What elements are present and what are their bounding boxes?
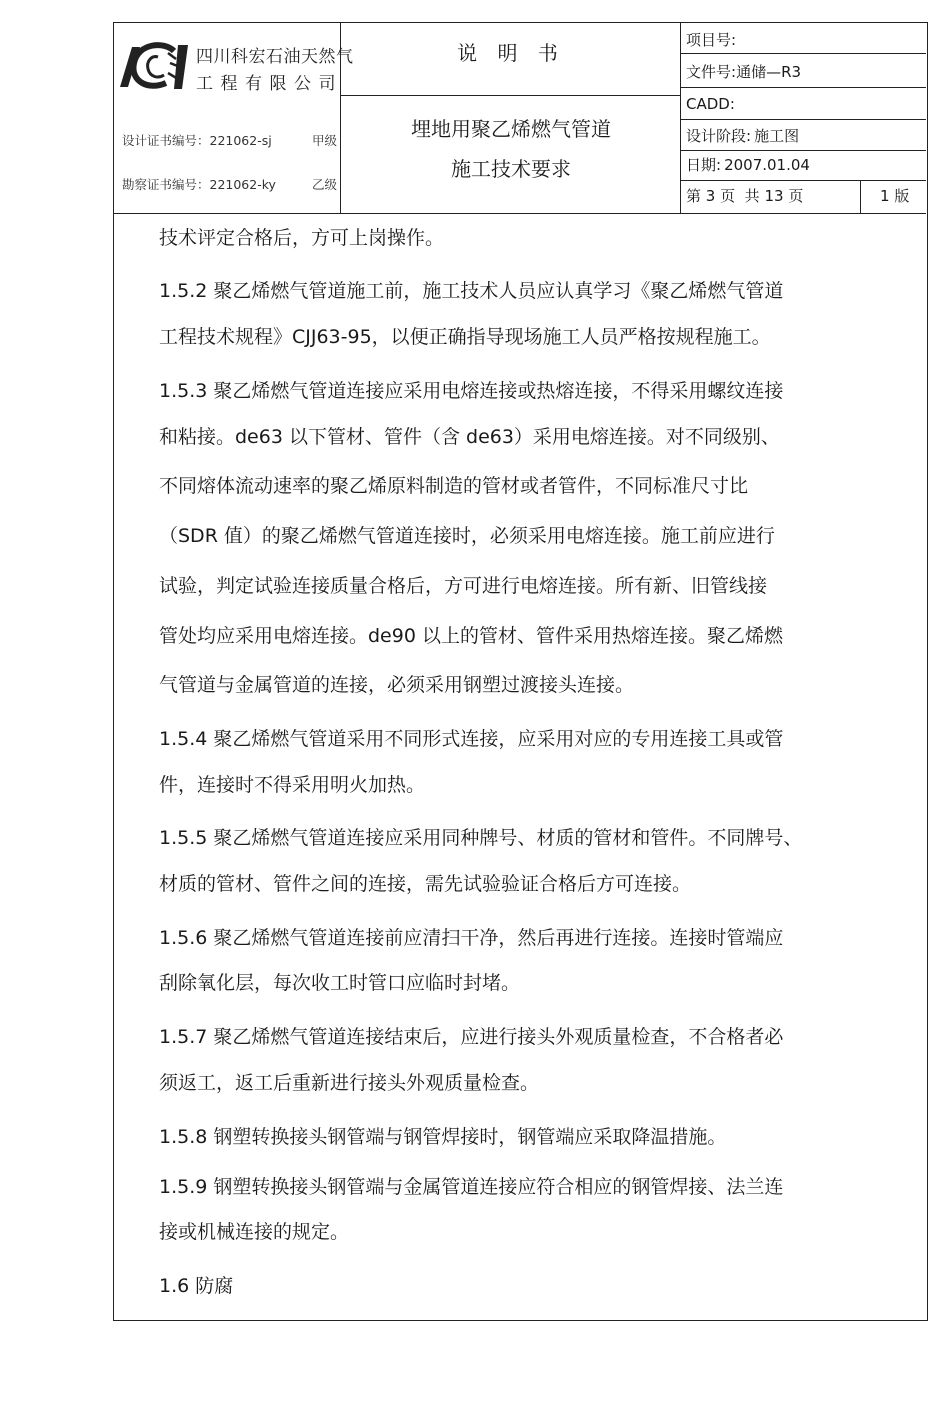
survey-cert-number: 勘察证书编号：221062-ky (122, 177, 276, 192)
text-line: 1.5.7 聚乙烯燃气管道连接结束后，应进行接头外观质量检查，不合格者必 (159, 1026, 784, 1048)
design-certificate (122, 131, 338, 149)
section-heading: 1.6 防腐 (159, 1275, 234, 1297)
text-line: 材质的管材、管件之间的连接，需先试验验证合格后方可连接。 (159, 873, 692, 895)
title-block (114, 23, 926, 214)
text-line: 不同熔体流动速率的聚乙烯原料制造的管材或者管件，不同标准尺寸比 (159, 475, 749, 497)
page-separator: 页 共 (720, 187, 760, 205)
text-line: 试验，判定试验连接质量合格后，方可进行电熔连接。所有新、旧管线接 (159, 575, 768, 597)
date-value: 2007.01.04 (724, 156, 810, 174)
text-line: 技术评定合格后，方可上岗操作。 (159, 227, 445, 249)
version-number: 1 (880, 187, 890, 205)
page-number: 3 (705, 187, 716, 205)
divider (340, 95, 680, 96)
divider (680, 180, 926, 181)
divider (680, 150, 926, 151)
page-suffix: 页 (788, 187, 804, 205)
project-number-label: 项目号: (686, 31, 737, 49)
divider (860, 180, 861, 213)
file-number-label: 文件号: (686, 63, 737, 81)
cadd-field (686, 95, 735, 113)
text-line: 1.5.6 聚乙烯燃气管道连接前应清扫干净，然后再进行连接。连接时管端应 (159, 927, 784, 949)
design-cert-number: 设计证书编号：221062-sj (122, 133, 272, 148)
document-type: 说 明 书 (457, 41, 565, 65)
text-line: 1.5.9 钢塑转换接头钢管端与金属管道连接应符合相应的钢管焊接、法兰连 (159, 1176, 784, 1198)
text-line: 气管道与金属管道的连接，必须采用钢塑过渡接头连接。 (159, 674, 635, 696)
file-number (686, 61, 801, 82)
text-line: 件，连接时不得采用明火加热。 (159, 774, 426, 796)
cadd-label: CADD: (686, 95, 735, 113)
text-line: 1.5.4 聚乙烯燃气管道采用不同形式连接，应采用对应的专用连接工具或管 (159, 728, 784, 750)
document-title-line1: 埋地用聚乙烯燃气管道 (411, 117, 611, 141)
divider (680, 119, 926, 120)
document-title-line2: 施工技术要求 (451, 157, 571, 181)
document-frame (113, 22, 928, 1321)
logo-mark-icon (118, 39, 192, 95)
file-number-value: 通储—R3 (736, 63, 802, 81)
text-line: 工程技术规程》CJJ63-95，以便正确指导现场施工人员严格按规程施工。 (159, 326, 771, 348)
design-stage-value: 施工图 (754, 127, 800, 145)
company-name-line2: 工程有限公司 (196, 74, 343, 94)
divider (680, 23, 681, 213)
text-line: 1.5.2 聚乙烯燃气管道施工前，施工技术人员应认真学习《聚乙烯燃气管道 (159, 280, 784, 302)
text-line: 刮除氧化层，每次收工时管口应临时封堵。 (159, 972, 521, 994)
text-line: 1.5.8 钢塑转换接头钢管端与钢管焊接时，钢管端应采取降温措施。 (159, 1126, 727, 1148)
text-line: 和粘接。de63 以下管材、管件（含 de63）采用电熔连接。对不同级别、 (159, 426, 780, 448)
date-field (686, 154, 810, 175)
design-stage-label: 设计阶段: (686, 127, 752, 145)
design-stage (686, 125, 799, 146)
survey-certificate (122, 175, 338, 193)
text-line: 1.5.3 聚乙烯燃气管道连接应采用电熔连接或热熔连接，不得采用螺纹连接 (159, 380, 784, 402)
company-name-line1: 四川科宏石油天然气 (196, 47, 354, 67)
text-line: 接或机械连接的规定。 (159, 1221, 350, 1243)
version-indicator (880, 185, 909, 206)
text-line: （SDR 值）的聚乙烯燃气管道连接时，必须采用电熔连接。施工前应进行 (159, 525, 775, 547)
date-label: 日期: (686, 156, 722, 174)
text-line: 须返工，返工后重新进行接头外观质量检查。 (159, 1072, 540, 1094)
design-grade: 甲级 (312, 133, 338, 148)
text-line: 管处均应采用电熔连接。de90 以上的管材、管件采用热熔连接。聚乙烯燃 (159, 625, 783, 647)
text-line: 1.5.5 聚乙烯燃气管道连接应采用同种牌号、材质的管材和管件。不同牌号、 (159, 827, 803, 849)
page-total: 13 (764, 187, 784, 205)
version-label: 版 (894, 187, 910, 205)
divider (680, 87, 926, 88)
project-number (686, 29, 736, 50)
company-logo (118, 39, 354, 99)
page-indicator (686, 185, 803, 206)
survey-grade: 乙级 (312, 177, 338, 192)
divider (680, 53, 926, 54)
page-prefix: 第 (686, 187, 702, 205)
